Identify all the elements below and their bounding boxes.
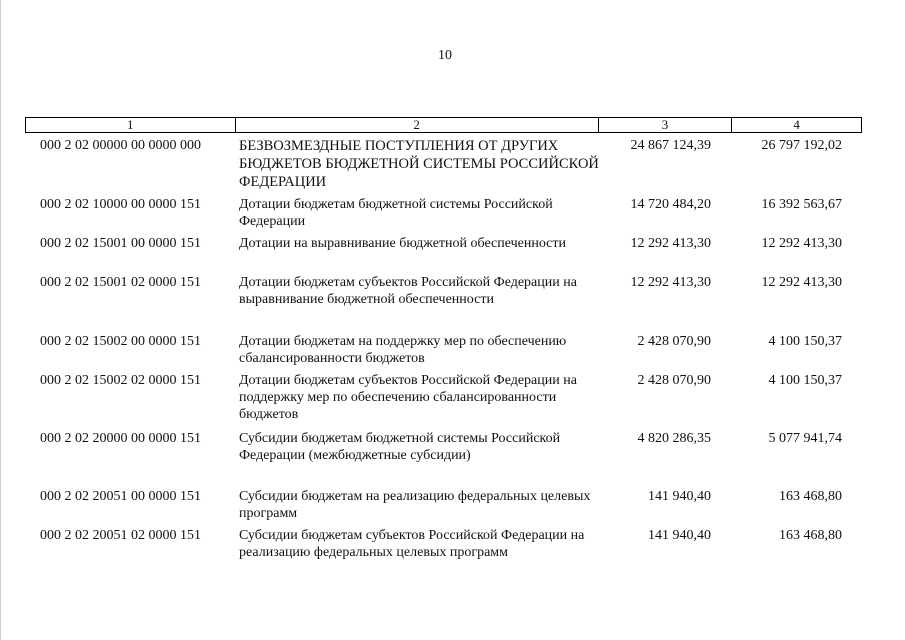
table-row xyxy=(25,333,862,367)
budget-code: 000 2 02 20051 02 0000 151 xyxy=(40,528,201,543)
amount-col4: 12 292 413,30 xyxy=(761,236,842,251)
budget-code: 000 2 02 15001 02 0000 151 xyxy=(40,275,201,290)
amount-col3: 14 720 484,20 xyxy=(630,197,711,212)
item-name: Субсидии бюджетам на реализацию федеральных целевых программ xyxy=(239,489,591,521)
amount-col3: 12 292 413,30 xyxy=(630,236,711,251)
amount-col4: 4 100 150,37 xyxy=(768,334,842,349)
budget-code: 000 2 02 15002 02 0000 151 xyxy=(40,373,201,388)
budget-code: 000 2 02 20000 00 0000 151 xyxy=(40,431,201,446)
amount-col4: 16 392 563,67 xyxy=(761,197,842,212)
amount-col4: 12 292 413,30 xyxy=(761,275,842,290)
amount-col4: 163 468,80 xyxy=(779,489,842,504)
budget-code: 000 2 02 15001 00 0000 151 xyxy=(40,236,201,251)
table-row xyxy=(25,274,862,308)
amount-col4: 163 468,80 xyxy=(779,528,842,543)
table-row xyxy=(25,372,862,423)
table-header xyxy=(25,117,862,133)
item-name: Дотации бюджетам бюджетной системы Российской Федерации xyxy=(239,197,553,229)
amount-col4: 26 797 192,02 xyxy=(761,138,842,153)
table-row xyxy=(25,235,862,252)
item-name: Субсидии бюджетам субъектов Российской Федерации на реализацию федеральных целевых программ xyxy=(239,528,585,560)
budget-code: 000 2 02 15002 00 0000 151 xyxy=(40,334,201,349)
item-name: Дотации на выравнивание бюджетной обеспеченности xyxy=(239,236,566,251)
amount-col3: 141 940,40 xyxy=(648,489,711,504)
column-header-1: 1 xyxy=(26,118,236,132)
table-row xyxy=(25,137,862,191)
amount-col4: 4 100 150,37 xyxy=(768,373,842,388)
amount-col4: 5 077 941,74 xyxy=(768,431,842,446)
amount-col3: 24 867 124,39 xyxy=(630,138,711,153)
item-name: Дотации бюджетам субъектов Российской Федерации на поддержку мер по обеспечению сбалансированности бюджетов xyxy=(239,373,577,422)
item-name: Дотации бюджетам субъектов Российской Федерации на выравнивание бюджетной обеспеченности xyxy=(239,275,577,307)
budget-code: 000 2 02 10000 00 0000 151 xyxy=(40,197,201,212)
table-row xyxy=(25,196,862,230)
amount-col3: 12 292 413,30 xyxy=(630,275,711,290)
item-name: Субсидии бюджетам бюджетной системы Российской Федерации (межбюджетные субсидии) xyxy=(239,431,561,463)
amount-col3: 2 428 070,90 xyxy=(637,334,711,349)
table-row xyxy=(25,527,862,561)
table-row xyxy=(25,488,862,522)
column-header-4: 4 xyxy=(793,117,800,132)
page-number: 10 xyxy=(438,48,452,63)
amount-col3: 4 820 286,35 xyxy=(637,431,711,446)
amount-col3: 141 940,40 xyxy=(648,528,711,543)
scan-edge-line xyxy=(0,0,1,640)
amount-col3: 2 428 070,90 xyxy=(637,373,711,388)
budget-code: 000 2 02 20051 00 0000 151 xyxy=(40,489,201,504)
table-row xyxy=(25,430,862,464)
column-header-2: 2 xyxy=(236,118,599,132)
item-name: БЕЗВОЗМЕЗДНЫЕ ПОСТУПЛЕНИЯ ОТ ДРУГИХ БЮДЖЕТОВ БЮДЖЕТНОЙ СИСТЕМЫ РОССИЙСКОЙ ФЕДЕРАЦИИ xyxy=(239,138,599,190)
budget-code: 000 2 02 00000 00 0000 000 xyxy=(40,138,201,153)
item-name: Дотации бюджетам на поддержку мер по обеспечению сбалансированности бюджетов xyxy=(239,334,567,366)
column-header-3: 3 xyxy=(599,118,733,132)
